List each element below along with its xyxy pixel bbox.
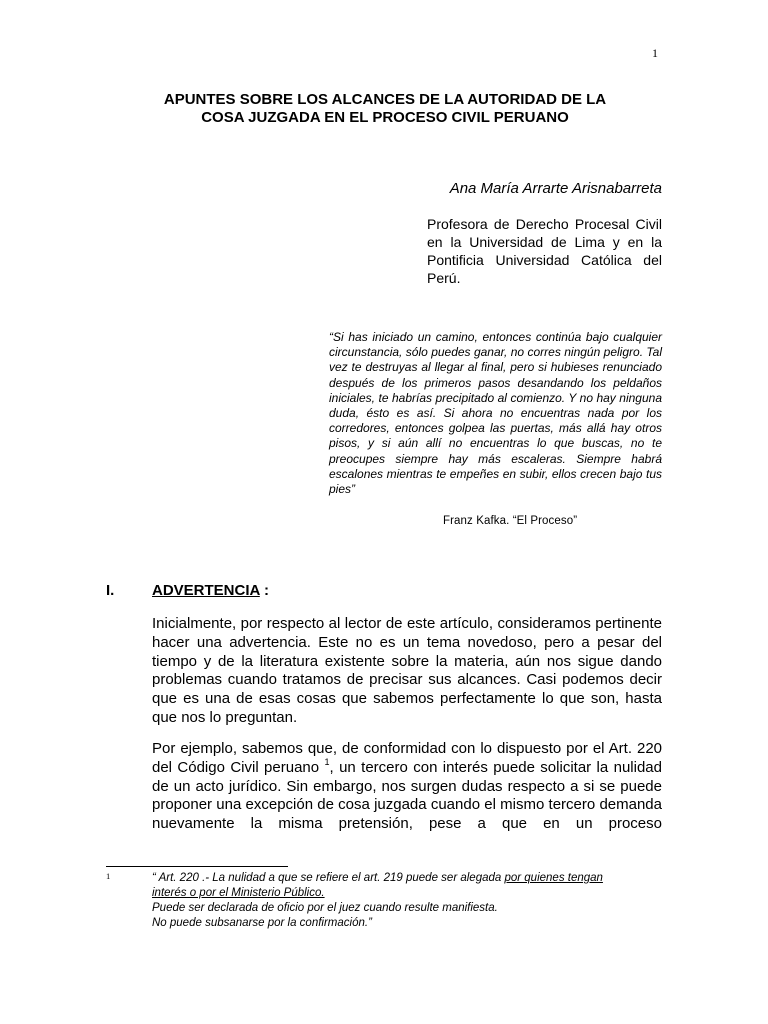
section-heading-text: ADVERTENCIA	[152, 582, 260, 599]
body-paragraph-1: Inicialmente, por respecto al lector de este artículo, consideramos pertinente hacer una advertencia. Este no es un tema novedoso, pero a pesar del tiempo y de la literatura existente sobre la materia, aún nos sigue dando problemas cuando tratamos de precisar sus alcances. Casi podemos decir que es una de esas cosas que sabemos perfectamente lo que son, hasta que nos lo preguntan.	[152, 615, 662, 726]
title-line-1: APUNTES SOBRE LOS ALCANCES DE LA AUTORIDAD DE LA	[163, 91, 607, 108]
section-heading-suffix: :	[259, 582, 269, 599]
paragraph-2-text-before-ref: Por ejemplo, sabemos que, de conformidad con lo dispuesto por el Art. 220 del Código Civil peruano	[152, 740, 662, 776]
footnote-marker: 1	[106, 871, 111, 881]
epigraph-quote: “Si has iniciado un camino, entonces continúa bajo cualquier circunstancia, sólo puedes ganar, no corres ningún peligro. Tal vez te destruyas al llegar al final, pero si hubieses renunciado después de los primeros pasos desandando los peldaños iniciales, te habrías precipitado al comienzo. Y no hay ninguna duda, ésto es así. Si ahora no encuentras nada por los corredores, entonces golpea las puertas, más allá hay otros pisos, y si aún allí no encuentras lo que buscas, no te preocupes siempre hay más escaleras. Siempre habrá escalones mientras te empeñes en subir, ellos crecen bajo tus pies”	[329, 330, 662, 497]
footnote-reference[interactable]: 1	[324, 756, 330, 767]
footnote-line-2: interés o por el Ministerio Público.	[152, 887, 325, 899]
paragraph-2-text-after-ref: , un tercero con interés puede solicitar la nulidad de un acto jurídico. Sin embargo, nos surgen dudas respecto a si se puede proponer una excepción de cosa juzgada cuando el mismo tercero demanda nuevamente la misma pretensión, pese a que en un proceso	[152, 758, 662, 833]
footnote-line-1-plain: “ Art. 220 .- La nulidad a que se refiere el art. 219 puede ser alegada	[152, 872, 505, 884]
footnote-line-1-underlined: por quienes tengan	[504, 872, 603, 884]
epigraph-attribution: Franz Kafka. “El Proceso”	[443, 515, 578, 527]
title-line-2: COSA JUZGADA EN EL PROCESO CIVIL PERUANO	[201, 109, 569, 126]
author-name: Ana María Arrarte Arisnabarreta	[449, 180, 662, 197]
author-affiliation: Profesora de Derecho Procesal Civil en la Universidad de Lima y en la Pontificia Universidad Católica del Perú.	[427, 216, 662, 286]
footnote-line-4: No puede subsanarse por la confirmación.”	[152, 917, 372, 929]
body-paragraph-2	[152, 740, 662, 834]
footnote-line-3: Puede ser declarada de oficio por el juez cuando resulte manifiesta.	[152, 902, 498, 914]
footnote-text	[152, 871, 662, 931]
page-number: 1	[652, 46, 658, 60]
section-number: I.	[106, 582, 115, 599]
article-title	[100, 91, 670, 127]
footnote-divider	[106, 866, 288, 867]
footnote-line-1	[152, 871, 662, 886]
section-heading	[152, 582, 269, 599]
